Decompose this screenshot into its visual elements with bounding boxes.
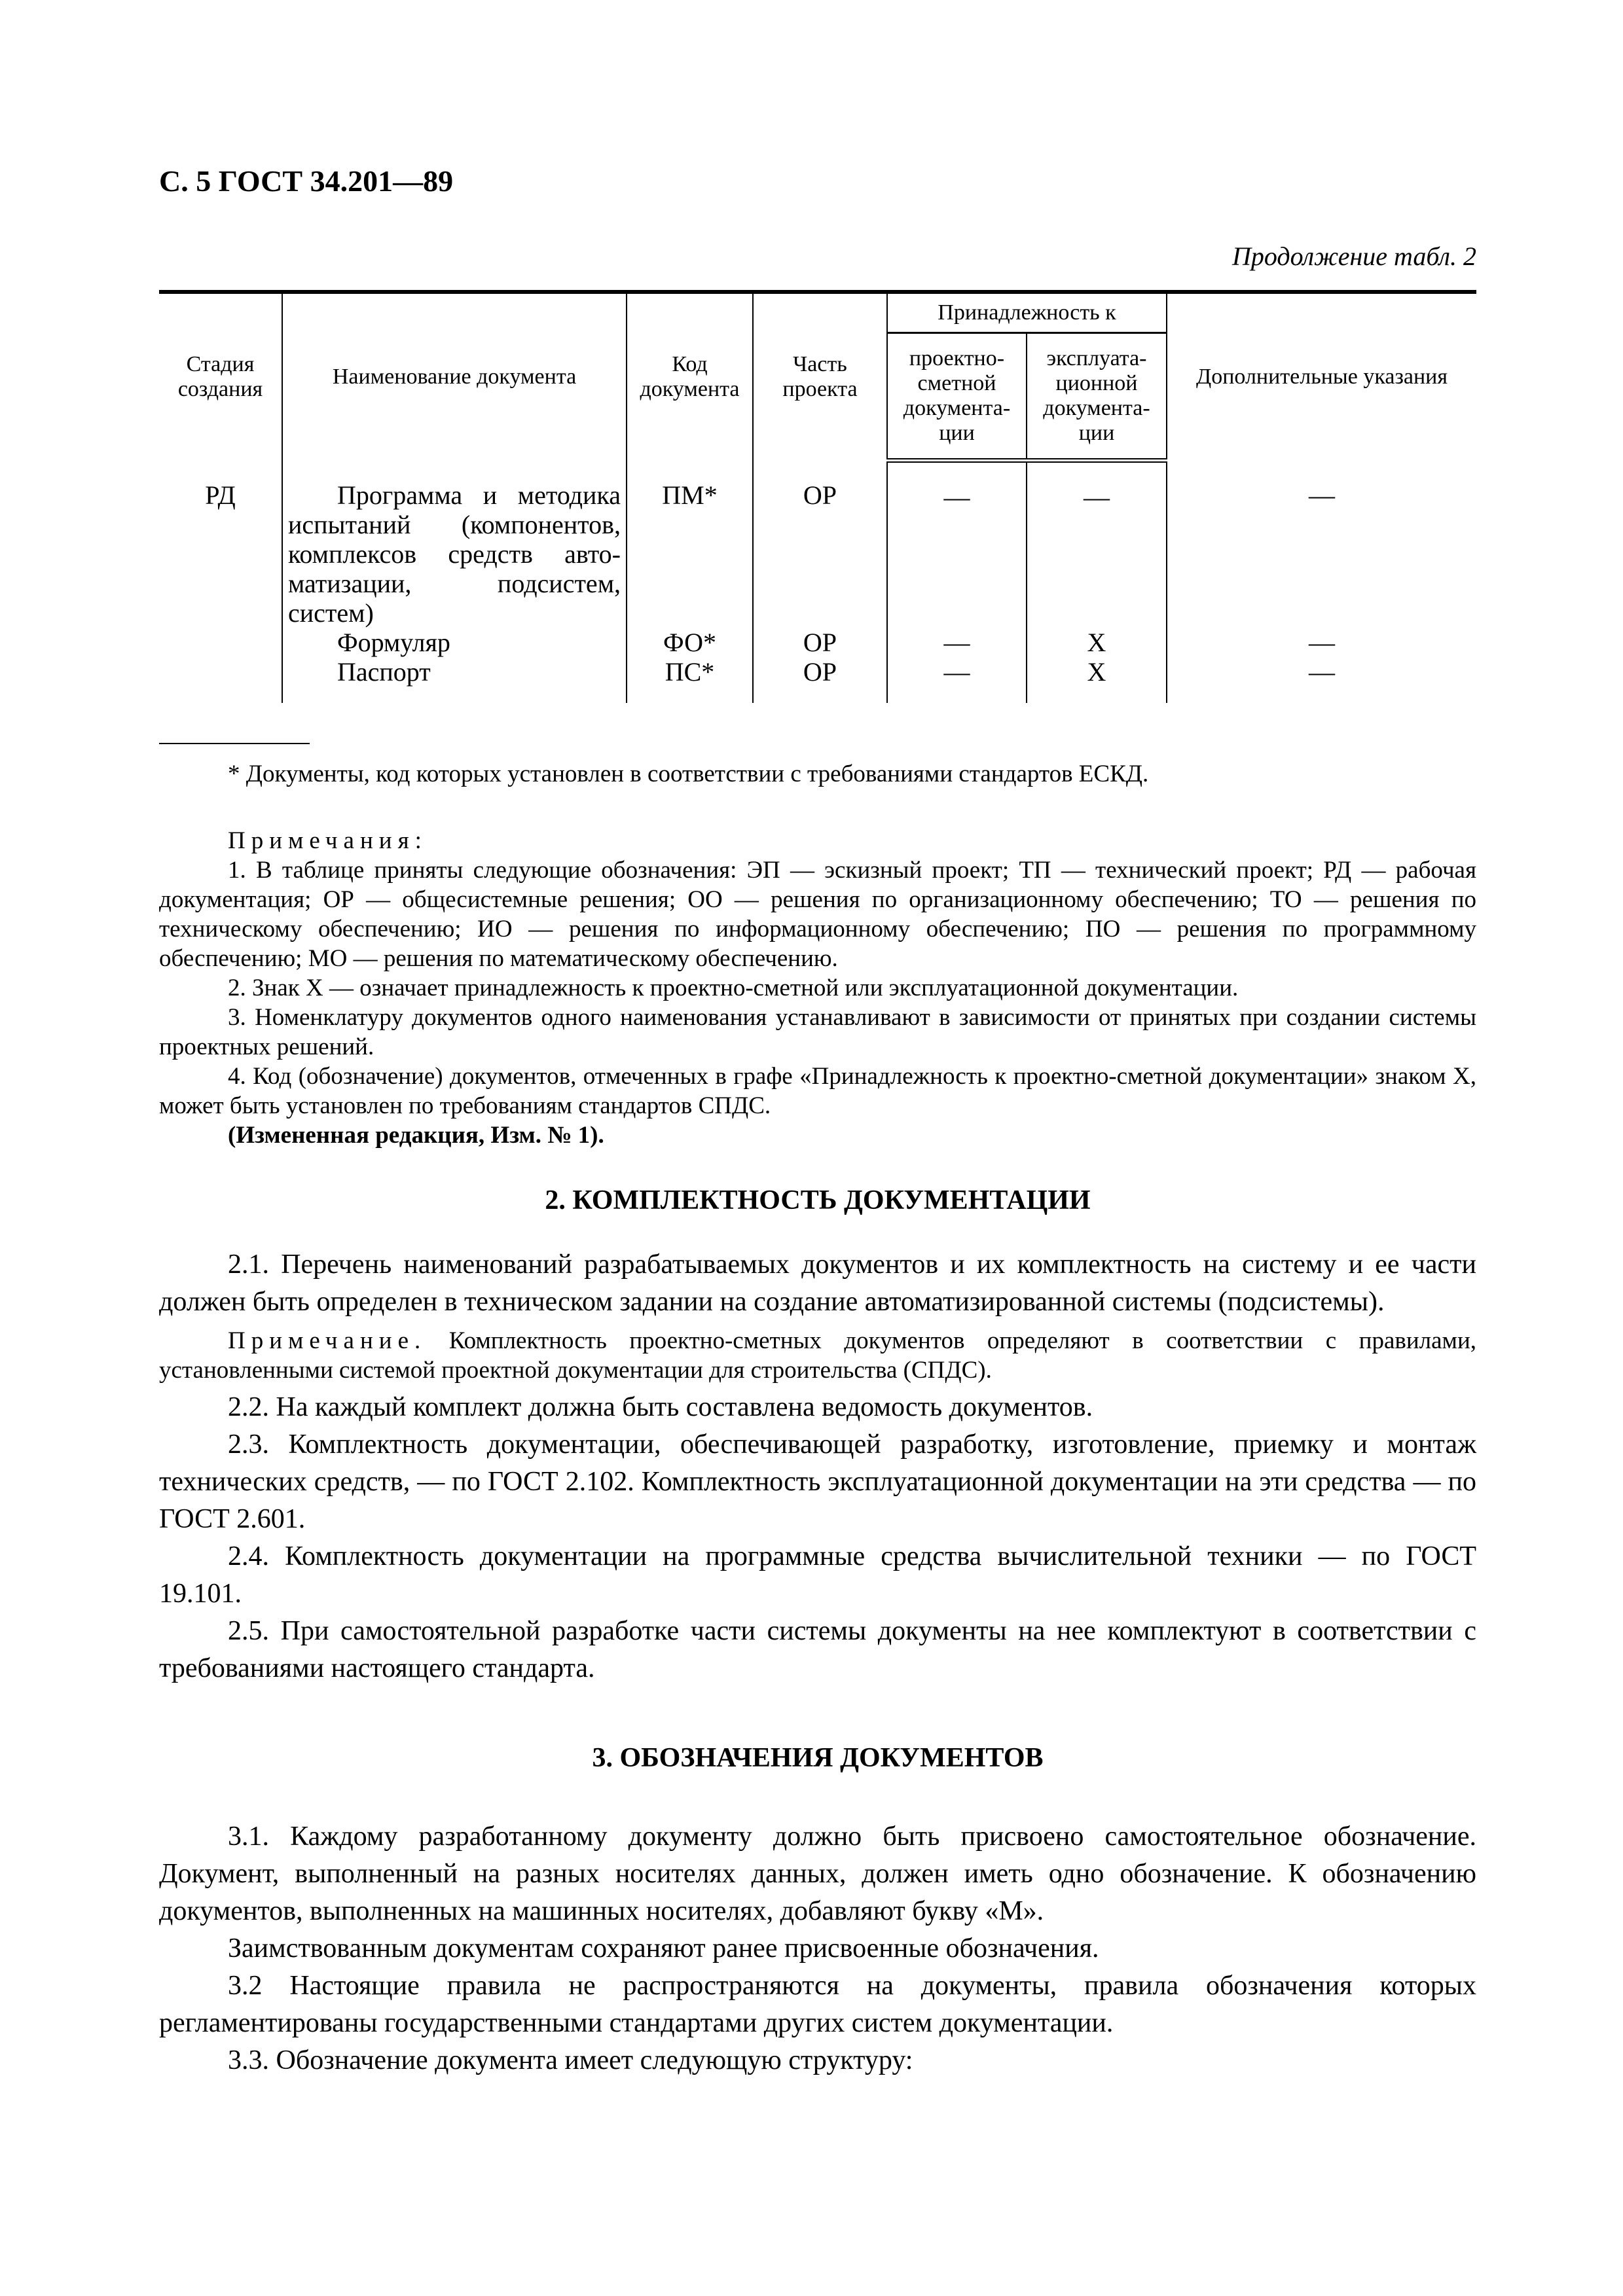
note-item: 1. В таблице приняты следующие обозначения: ЭП — эскизный проект; ТП — технический проект; РД — рабочая документация; ОР — общесистемные решения; ОО — решения по организационному обеспечению; ТО — решения по техническому обеспечению; ИО — решения по информационному обеспечению; ПО — решения по программному обеспечению; МО — решения по математическому обеспечению.: [159, 857, 1476, 972]
table-row: [159, 628, 1476, 657]
cell-name: [282, 628, 627, 657]
header-design-docs: проектно-сметной документа-ции: [887, 333, 1027, 461]
paragraph-2-5: 2.5. При самостоятельной разработке части системы документы на нее комплектуют в соответствии с требованиями настоящего стандарта.: [159, 1616, 1476, 1683]
header-belonging: Принадлежность к: [887, 292, 1167, 333]
paragraph-2-3: 2.3. Комплектность документации, обеспечивающей разработку, изготовление, приемку и монтаж технических средств, — по ГОСТ 2.102. Комплектность эксплуатационной документации на эти средства — по ГОСТ 2.601.: [159, 1429, 1476, 1534]
notes-block: [159, 826, 1476, 1150]
footnote-divider: [159, 743, 310, 744]
cell-extra: —: [1167, 461, 1476, 628]
cell-operational: Х: [1027, 657, 1167, 703]
note-label: Примечание.: [228, 1327, 427, 1354]
section-2-body: [159, 1246, 1476, 1687]
paragraph-3-3: 3.3. Обозначение документа имеет следующую структуру:: [228, 2045, 913, 2075]
paragraph-3-1-borrowed: Заимствованным документам сохраняют ранее присвоенные обозначения.: [228, 1933, 1099, 1964]
cell-design: —: [887, 628, 1027, 657]
cell-code: ФО*: [627, 628, 753, 657]
page-header: С. 5 ГОСТ 34.201—89: [159, 164, 454, 198]
cell-part: ОР: [753, 657, 887, 703]
note-item: 3. Номенклатуру документов одного наименования устанавливают в зависимости от принятых при создании системы проектных решений.: [159, 1004, 1476, 1060]
cell-part: ОР: [753, 628, 887, 657]
header-extra: Дополнительные указания: [1167, 292, 1476, 461]
paragraph-2-1: 2.1. Перечень наименований разрабатываемых документов и их комплектность на систему и ее части должен быть определен в техническом задании на создание автоматизированной системы (подсистемы).: [159, 1249, 1476, 1317]
cell-stage: [159, 657, 282, 703]
cell-name: [282, 657, 627, 703]
paragraph-3-2: 3.2 Настоящие правила не распространяются на документы, правила обозначения которых регламентированы государственными стандартами других систем документации.: [159, 1971, 1476, 2038]
cell-stage: [159, 628, 282, 657]
cell-extra: —: [1167, 657, 1476, 703]
section-3-heading: 3. ОБОЗНАЧЕНИЯ ДОКУМЕНТОВ: [592, 1743, 1044, 1773]
header-operational-docs: эксплуата-ционной документа-ции: [1027, 333, 1167, 461]
table-row: [159, 461, 1476, 628]
header-stage: Стадия создания: [159, 292, 282, 461]
table-row: [159, 657, 1476, 703]
cell-name-text: Программа и методика испытаний (компонентов, комплексов средств авто-матизации, подсистем, систем): [288, 480, 621, 628]
cell-operational: —: [1027, 461, 1167, 628]
section-2-note: [159, 1326, 1476, 1385]
header-code: Код документа: [627, 292, 753, 461]
documents-table: [159, 290, 1476, 703]
table-continuation-label: Продолжение табл. 2: [1231, 242, 1476, 271]
cell-code: ПС*: [627, 657, 753, 703]
cell-stage: РД: [205, 480, 236, 510]
cell-operational: Х: [1027, 628, 1167, 657]
cell-part: ОР: [753, 461, 887, 628]
cell-name-text: Паспорт: [337, 656, 431, 687]
note-item: 4. Код (обозначение) документов, отмеченных в графе «Принадлежность к проектно-сметной документации» знаком Х, может быть установлен по требованиям стандартов СПДС.: [159, 1063, 1476, 1119]
cell-extra: —: [1167, 628, 1476, 657]
note-item: 2. Знак Х — означает принадлежность к проектно-сметной или эксплуатационной документации.: [228, 975, 1239, 1001]
section-2-heading: 2. КОМПЛЕКТНОСТЬ ДОКУМЕНТАЦИИ: [545, 1185, 1091, 1215]
cell-design: —: [887, 461, 1027, 628]
paragraph-2-4: 2.4. Комплектность документации на программные средства вычислительной техники — по ГОСТ 19.101.: [159, 1541, 1476, 1609]
section-3-body: [159, 1818, 1476, 2079]
amendment-note: (Измененная редакция, Изм. № 1).: [228, 1122, 604, 1149]
cell-name-text: Формуляр: [337, 627, 450, 657]
notes-title: Примечания:: [228, 827, 428, 854]
cell-name: [282, 461, 627, 628]
header-name: Наименование документа: [282, 292, 627, 461]
cell-design: —: [887, 657, 1027, 703]
cell-code: ПМ*: [627, 461, 753, 628]
note-text: Комплектность проектно-сметных документов определяют в соответствии с правилами, установленными системой проектной документации для строительства (СПДС).: [159, 1327, 1476, 1384]
paragraph-3-1: 3.1. Каждому разработанному документу должно быть присвоено самостоятельное обозначение. Документ, выполненный на разных носителях данных, должен иметь одно обозначение. К обозначению документов, выполненных на машинных носителях, добавляют букву «М».: [159, 1821, 1476, 1926]
footnote: * Документы, код которых установлен в соответствии с требованиями стандартов ЕСКД.: [228, 761, 1149, 787]
paragraph-2-2: 2.2. На каждый комплект должна быть составлена ведомость документов.: [228, 1392, 1093, 1422]
header-part: Часть проекта: [753, 292, 887, 461]
